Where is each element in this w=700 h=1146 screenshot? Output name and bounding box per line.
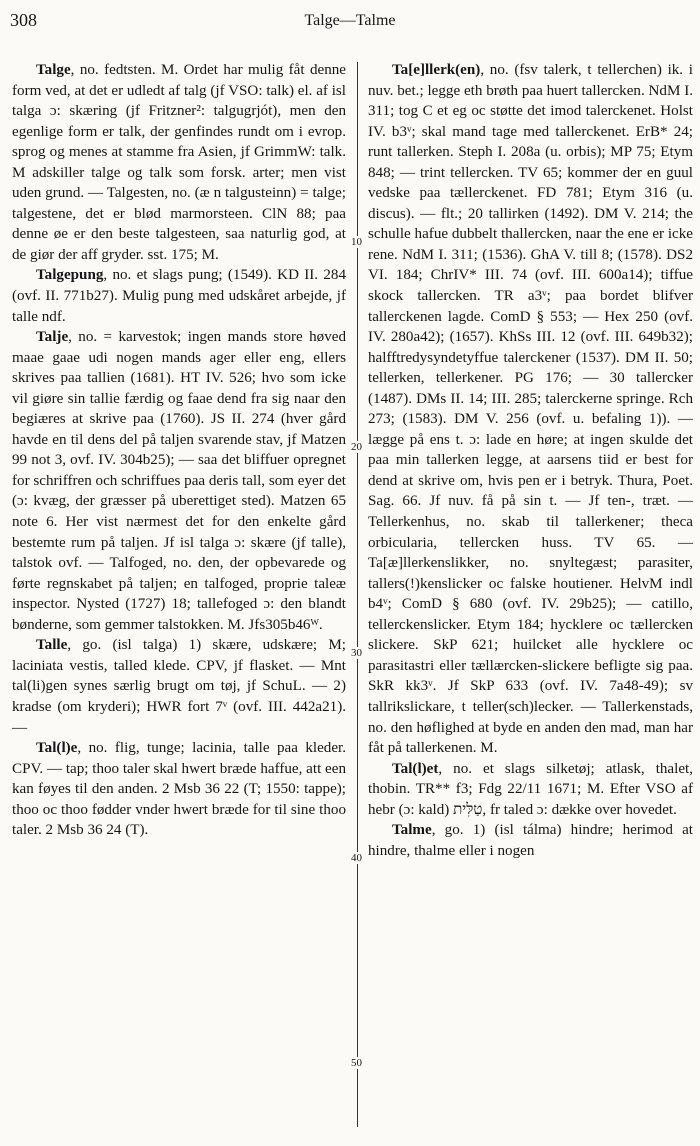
- line-number: 30: [351, 647, 362, 659]
- entry-talme: [368, 820, 693, 861]
- entry-text: , no. (fsv talerk, t tellerchen) ik. i nuv. bet.; legge eth brøth paa huert tallercken. NdM I. 311; tog C et eg oc støtte det imod talerckenet. Holst IV. b3ᵛ; skal mand tage med tallerckenet. ErB* 24; runt tallerken. Steph I. 208a (u. orbis); MP 75; Etym 848; — trint tellercken. TV 65; kommer der en guul vedske paa tællerckenet. FD 781; Etym 316 (u. discus). — flt.; 20 tallirken (1492). DM V. 214; the schulle hafue dubbelt thallercken, naar the ene er icke rene. NdM I. 311; (1536). GhA V. till 8; (1578). DS2 VI. 184; ChrIV* III. 74 (ovf. III. 600a14); tiffue skock tallercken. TR a3ᵛ; paa bordet blifver tallerckenen lagde. ComD § 553; — Hex 250 (ovf. IV. 280a42); (1657). KhSs III. 12 (ovf. III. 649b32); halfftredysyndetyffue talerckener (1537). DM II. 50; tellerken, tellerkener. PG 176; — 30 tallercker (1487). DMs II. 14; III. 285; talerckerne springe. Rch 273; (1583). DM V. 256 (ovf. u. befaling 1)). — lægge på ens t. ɔ: lade en høre; at ingen skulde det paa min tallerken legge, at aarsens tiid er best for dend at skrive om, hvis pen er i betryk. Thura, Poet. Sag. 66. Jf nuv. få på sin t. — Jf ten-, træt. — Tellerkenhus, no. skab til tallerkener; theca orbicularia, tellercken huss. TV 65. — Ta[æ]llerkenslikker, no. snyltegæst; parasiter, tallers(!)kenslicker oc falske houtiener. HelvM indl b4ᵛ; ComD § 680 (ovf. IV. 29b25); — catillo, tellerckenslicker. Etym 184; hycklere oc tællercken slickere. SkP 621; huilcket alle hycklere oc parasitastri eller tællærcken-slickere befligte sig paa. SkR kk3ᵛ. Jf SkP 633 (ovf. IV. 7a48-49); sv tallrikslickare, t teller(sch)lecker. — Tallerkenstads, no. den høflighed at byde en anden den mad, man har fåt på tallerkenen. M.: [368, 62, 693, 757]
- headword: Tal(l)et: [392, 760, 439, 777]
- entry-tallerken: [368, 60, 693, 759]
- line-number: 40: [351, 852, 362, 864]
- right-column: [368, 60, 693, 861]
- entry-text: , no. flig, tunge; lacinia, talle paa kleder. CPV. — tap; thoo taler skal hwert bræde haffue, att een kan føyes til den anden. 2 Msb 36 22 (T; 1550: tappe); thoo oc thoo fødder vnder hwert bræde for til sine thoo taler. 2 Msb 36 24 (T).: [12, 740, 346, 839]
- entry-talgepung: [12, 265, 346, 327]
- headword: Talle: [36, 637, 68, 654]
- entry-tal-l-e: [12, 738, 346, 841]
- headword: Talme: [392, 822, 432, 839]
- line-number: 20: [351, 441, 362, 453]
- headword: Tal(l)e: [36, 740, 78, 757]
- entry-text: , no. et slags pung; (1549). KD II. 284 (ovf. II. 771b27). Mulig pung med udskåret arbejde, jf talle ndf.: [12, 267, 346, 325]
- entry-talje: [12, 327, 346, 635]
- entry-talle: [12, 635, 346, 738]
- entry-text: , no. fedtsten. M. Ordet har mulig fåt denne form ved, at det er udledt af talg (jf VSO: talk) el. af isl talga ɔ: skæring (jf Fritzner²: talgugrjót), men den egenlige form er talk, der genfindes rundt om i evrop. sprog og menes at stamme fra Asien, jf GrimmW: talk. M adskiller talge og talk som forsk. arter; men vist uden grund. — Talgesten, no. (æ n talgusteinn) = talge; talgestene, det er blød marmorsteen. ClN 88; paa denne øe er den beste talgesteen, saa naturlig god, at de giør der aff gryder. sst. 175; M.: [12, 62, 346, 263]
- entry-text: , go. (isl talga) 1) skære, udskære; M; laciniata vestis, talled klede. CPV, jf flasket. — Mnt tal(li)gen synes særlig brugt om tøj, jf SchuL. — 2) kradse (om kryderi); HWR fort 7ᵛ (ovf. III. 442a21). —: [12, 637, 346, 736]
- column-divider: [357, 62, 358, 1127]
- headword: Talgepung: [36, 267, 104, 284]
- running-title: Talge—Talme: [304, 12, 396, 29]
- entry-text: , go. 1) (isl tálma) hindre; herimod at hindre, thalme eller i nogen: [368, 822, 693, 859]
- line-number: 10: [351, 236, 362, 248]
- headword: Talge: [36, 62, 71, 78]
- entry-text: , no. et slags silketøj; atlask, thalet, thobin. TR** f3; Fdg 22/11 1671; M. Efter VSO af hebr (ɔ: kald) טַלִּית, fr taled ɔ: dække over hovedet.: [368, 760, 693, 818]
- line-number: 50: [351, 1057, 362, 1069]
- entry-tallet: [368, 759, 693, 821]
- entry-talge: [12, 60, 346, 265]
- page-number: 308: [10, 10, 37, 30]
- headword: Talje: [36, 329, 69, 346]
- entry-text: , no. = karvestok; ingen mands store høved maae gaae udi nogen mands ager eller eng, ellers skrives paa tallien (1681). HT IV. 526; hvo som icke vil giøre sin tallie færdig og faae dend fra sig naar den begiæres at skrive paa (1760). JS II. 274 (hver gård havde en til dens del på taljen svarende stav, jf Matzen 99 not 3, ovf. IV. 304b25); — saa det bliffuer opregnet for schriffren och schriffues paa deris tall, som eyer det (ɔ: kvæg, der græsser på uberettiget sted). Matzen 65 note 6. Her vist nærmest det for den enkelte gård bestemte rum på taljen. Jf isl talga ɔ: skære (jf talle), talstok ovf. — Talfoged, no. den, der opbevarede og førte regnskabet på taljen; en talfoged, proprie taleæ inspector. Nysted (1727) 18; tallefoged ɔ: den blandt bønderne, som gemmer talstokken. M. Jfs305b46ᵂ.: [12, 329, 346, 633]
- headword: Ta[e]llerk(en): [392, 62, 481, 78]
- left-column: [12, 60, 346, 841]
- page-header: [0, 10, 700, 36]
